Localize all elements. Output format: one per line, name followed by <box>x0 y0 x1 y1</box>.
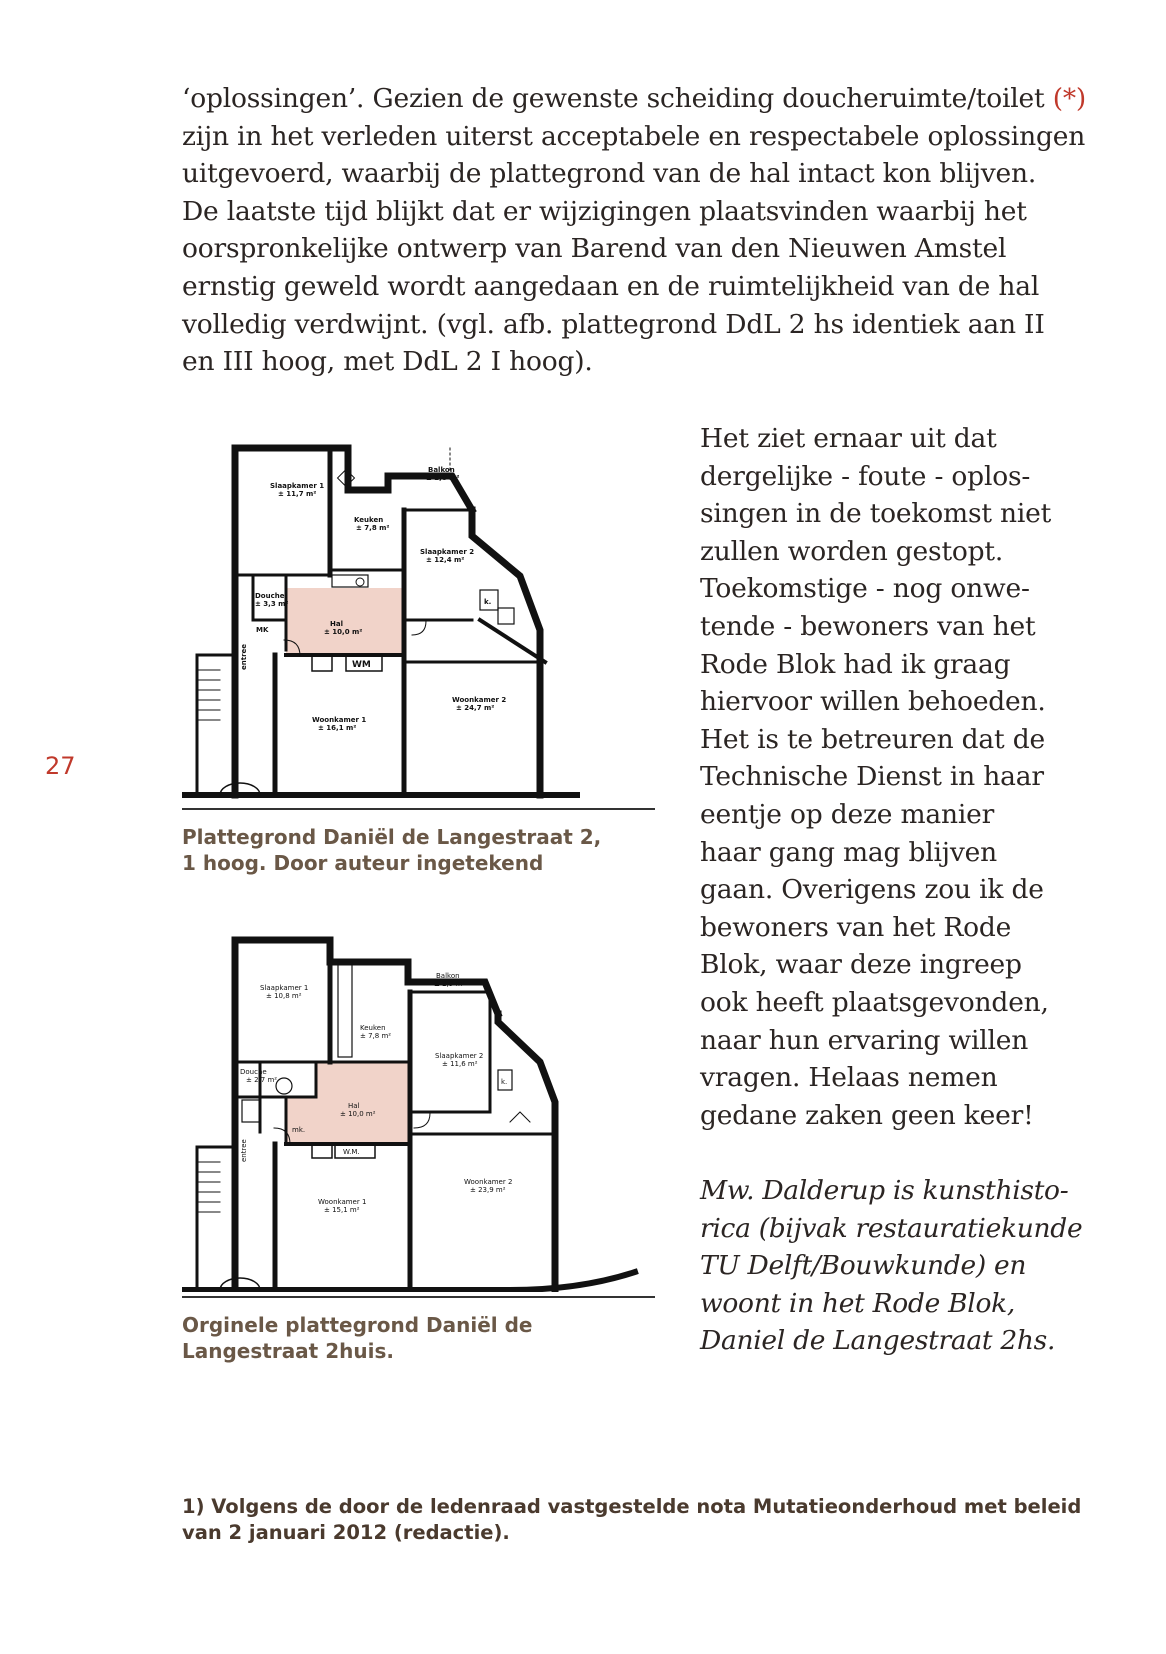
plan2-k: k. <box>501 1078 508 1086</box>
intro-line: zijn in het verleden uiterst acceptabele en respectabele oplossingen <box>182 120 1086 152</box>
plan2-woonkamer1: Woonkamer 1 <box>318 1198 367 1206</box>
plan2-hal: Hal <box>348 1102 360 1110</box>
plan1-slaapkamer1-area: ± 11,7 m² <box>278 490 317 498</box>
plan1-slaapkamer2-area: ± 12,4 m² <box>426 556 465 564</box>
intro-line: uitgevoerd, waarbij de plattegrond van de hal intact kon blijven. <box>182 158 1037 190</box>
plan2-slaapkamer1-area: ± 10,8 m² <box>266 992 302 1000</box>
plan1-woonkamer1-area: ± 16,1 m² <box>318 724 357 732</box>
plan2-mk: mk. <box>292 1126 306 1134</box>
plan1-douche-area: ± 3,3 m² <box>255 600 289 608</box>
plan2-slaapkamer2-area: ± 11,6 m² <box>442 1060 478 1068</box>
plan2-balkon: Balkon <box>436 972 460 980</box>
plan1-slaapkamer1: Slaapkamer 1 <box>270 482 325 490</box>
intro-line: volledig verdwijnt. (vgl. afb. plattegrond DdL 2 hs identiek aan II <box>182 308 1045 340</box>
plan2-keuken-area: ± 7,8 m² <box>360 1032 392 1040</box>
caption-plan-2: Orginele plattegrond Daniël de Langestraat 2huis. <box>182 1313 533 1363</box>
plan1-slaapkamer2: Slaapkamer 2 <box>420 548 475 556</box>
footnote: 1) Volgens de door de ledenraad vastgestelde nota Mutatieonderhoud met beleid van 2 januari 2012 (redactie). <box>182 1495 1082 1544</box>
intro-line: en III hoog, met DdL 2 I hoog). <box>182 346 593 378</box>
plan1-k: k. <box>484 598 492 606</box>
plan2-entree: entree <box>240 1139 248 1162</box>
footnote-reference: (*) <box>1052 83 1087 114</box>
plan2-keuken: Keuken <box>360 1024 386 1032</box>
plan1-woonkamer2: Woonkamer 2 <box>452 696 507 704</box>
plan1-entree: entree <box>240 643 248 670</box>
plan1-mk: MK <box>256 626 269 634</box>
plan2-woonkamer1-area: ± 15,1 m² <box>324 1206 360 1214</box>
intro-line: oorspronkelijke ontwerp van Barend van den Nieuwen Amstel <box>182 233 1007 265</box>
right-column-text: Het ziet ernaar uit dat dergelijke - foute - oplos- singen in de toekomst niet zullen worden gestopt. Toekomstige - nog onwe- tende - bewoners van het Rode Blok had ik graag hiervoor willen behoeden. Het is te betreuren dat de Technische Dienst in haar eentje op deze manier haar gang mag blijven gaan. Overigens zou ik de bewoners van het Rode Blok, waar deze ingreep ook heeft plaatsgevonden, naar hun ervaring willen vragen. Helaas nemen gedane zaken geen keer! <box>700 423 1052 1131</box>
plan2-hal-area: ± 10,0 m² <box>340 1110 376 1118</box>
plan2-woonkamer2-area: ± 23,9 m² <box>470 1186 506 1194</box>
intro-line: De laatste tijd blijkt dat er wijzigingen plaatsvinden waarbij het <box>182 195 1027 227</box>
plan1-woonkamer2-area: ± 24,7 m² <box>456 704 495 712</box>
plan1-woonkamer1: Woonkamer 1 <box>312 716 367 724</box>
caption-rule <box>182 1296 655 1298</box>
author-bio: Mw. Dalderup is kunsthisto- rica (bijvak restauratiekunde TU Delft/Bouwkunde) en woont in het Rode Blok, Daniel de Langestraat 2hs. <box>700 1175 1083 1357</box>
plan2-wm: W.M. <box>343 1148 360 1156</box>
plan2-slaapkamer2: Slaapkamer 2 <box>435 1052 484 1060</box>
intro-line: ‘oplossingen’. Gezien de gewenste scheiding doucheruimte/toilet (*) <box>182 83 1087 114</box>
plan2-slaapkamer1: Slaapkamer 1 <box>260 984 309 992</box>
floor-plan-2 <box>180 922 640 1292</box>
plan1-douche: Douche <box>255 592 285 600</box>
plan1-keuken: Keuken <box>354 516 384 524</box>
plan1-hal-area: ± 10,0 m² <box>324 628 363 636</box>
plan1-hal: Hal <box>330 620 343 628</box>
plan2-douche-area: ± 2,7 m² <box>246 1076 278 1084</box>
plan1-keuken-area: ± 7,8 m² <box>356 524 390 532</box>
plan2-douche: Douche <box>240 1068 267 1076</box>
floor-plan-1 <box>180 430 580 800</box>
page-number: 27 <box>45 752 76 780</box>
intro-line: ernstig geweld wordt aangedaan en de ruimtelijkheid van de hal <box>182 270 1040 302</box>
caption-rule <box>182 808 655 810</box>
plan1-balkon-area: ± 2,8 m² <box>426 474 460 482</box>
plan2-balkon-area: ± 2,9 m² <box>434 980 466 988</box>
plan2-woonkamer2: Woonkamer 2 <box>464 1178 513 1186</box>
intro-paragraph <box>182 80 1087 381</box>
caption-plan-1: Plattegrond Daniël de Langestraat 2, 1 hoog. Door auteur ingetekend <box>182 825 602 875</box>
plan1-wm: WM <box>352 660 371 670</box>
plan1-balkon: Balkon <box>428 466 455 474</box>
